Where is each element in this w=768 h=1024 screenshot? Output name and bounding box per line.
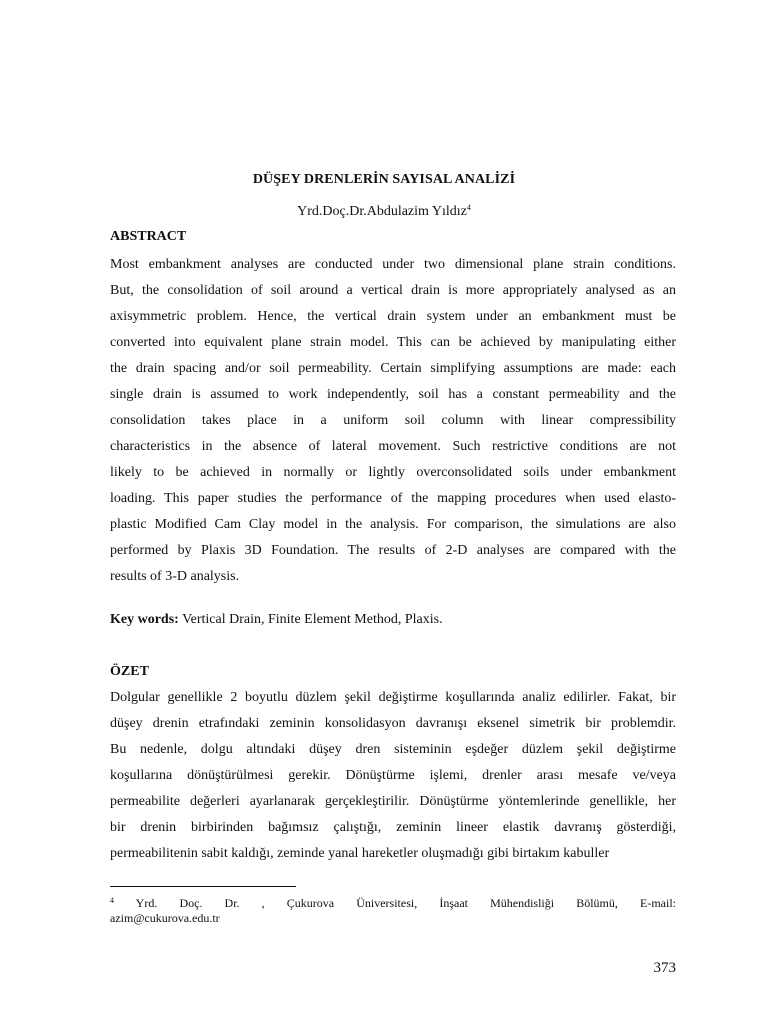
text-line: plastic Modified Cam Clay model in the analysis. For comparison, the simulations are also [110, 517, 676, 532]
text-line: permeabilite değerleri ayarlanarak gerçekleştirilir. Dönüştürme yöntemlerinde genellikle, her [110, 794, 676, 809]
text-line: the drain spacing and/or soil permeability. Certain simplifying assumptions are made: each [110, 361, 676, 376]
text-line: single drain is assumed to work independently, soil has a constant permeability and the [110, 387, 676, 402]
paper-title: DÜŞEY DRENLERİN SAYISAL ANALİZİ [252, 172, 516, 187]
footnote-mark: 4 [110, 896, 114, 905]
text-line: permeabilitenin sabit kaldığı, zeminde yanal hareketler oluşmadığı gibi birtakım kabuller [110, 846, 610, 861]
text-line: loading. This paper studies the performance of the mapping procedures when used elasto- [110, 491, 676, 506]
text-line: results of 3-D analysis. [110, 569, 240, 584]
keywords-label: Key words: [110, 612, 179, 627]
page-number: 373 [653, 960, 676, 976]
abstract-heading: ABSTRACT [110, 229, 187, 244]
ozet-heading: ÖZET [110, 664, 149, 679]
footnote-rule [110, 886, 296, 887]
keywords [110, 612, 443, 628]
author-footnote-mark: 4 [466, 203, 471, 212]
author-line [0, 204, 768, 220]
text-line: Dolgular genellikle 2 boyutlu düzlem şekil değiştirme koşullarında analiz edilirler. Fakat, bir [110, 690, 676, 705]
keywords-text: Vertical Drain, Finite Element Method, Plaxis. [178, 612, 443, 627]
text-line: characteristics in the absence of lateral movement. Such restrictive conditions are not [110, 439, 676, 454]
text-line: consolidation takes place in a uniform soil column with linear compressibility [110, 413, 676, 428]
footnote-line [110, 896, 676, 911]
text-line: düşey drenin etrafındaki zeminin konsolidasyon davranışı eksenel simetrik bir problemdir. [110, 716, 676, 731]
author-name: Yrd.Doç.Dr.Abdulazim Yıldız [297, 204, 467, 219]
text-line: likely to be achieved in normally or lightly overconsolidated soils under embankment [110, 465, 676, 480]
text-line: converted into equivalent plane strain model. This can be achieved by manipulating either [110, 335, 676, 350]
text-line: But, the consolidation of soil around a vertical drain is more appropriately analysed as an [110, 283, 676, 298]
ozet-body [110, 685, 676, 867]
abstract-body [110, 252, 676, 590]
footnote [110, 896, 676, 926]
text-line: koşullarına dönüştürülmesi gerekir. Dönüştürme işlemi, drenler arası mesafe ve/veya [110, 768, 676, 783]
footnote-email: azim@cukurova.edu.tr [110, 911, 220, 925]
text-line: axisymmetric problem. Hence, the vertical drain system under an embankment must be [110, 309, 676, 324]
text-line: Bu nedenle, dolgu altındaki düşey dren sisteminin eşdeğer düzlem şekil değiştirme [110, 742, 676, 757]
text-line: performed by Plaxis 3D Foundation. The results of 2-D analyses are compared with the [110, 543, 676, 558]
footnote-text: Yrd. Doç. Dr. , Çukurova Üniversitesi, İnşaat Mühendisliği Bölümü, E-mail: [114, 896, 676, 910]
text-line: Most embankment analyses are conducted under two dimensional plane strain conditions. [110, 257, 676, 272]
text-line: bir drenin birbirinden bağımsız çalıştığı, zeminin lineer elastik davranış gösterdiği, [110, 820, 676, 835]
